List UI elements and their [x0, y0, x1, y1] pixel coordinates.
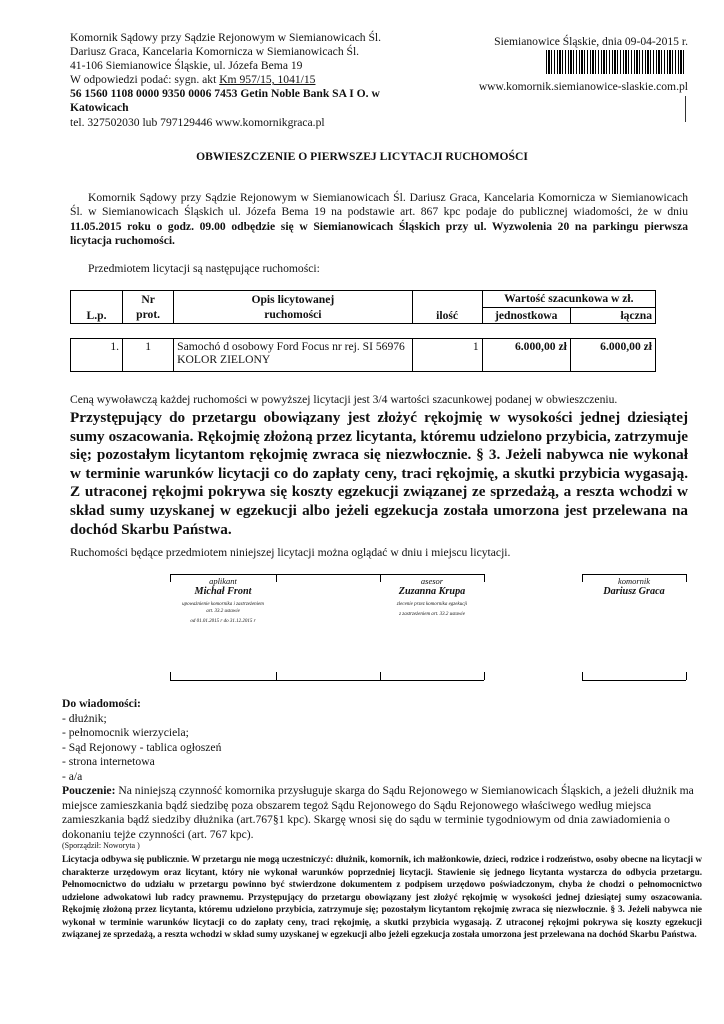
deposit-paragraph: Przystępujący do przetargu obowiązany jest złożyć rękojmię w wysokości jednej dziesiątej sumy oszacowania. Rękojmię złożoną przez licytanta, któremu udzielono przybicia, zatrzymuje się; pozostałym licytantom rękojmię zwraca się niezwłocznie. § 3. Jeżeli nabywca nie wykonał w terminie warunków licytacji co do zapłaty ceny, traci rękojmię, a skutki przybicia wygasają. Z utraconej rękojmi pokrywa się koszty egzekucji związanej ze sprzedażą, a reszta wchodzi w skład sumy uzyskanej w egzekucji albo jeżeli egzekucja została umorzona jest przelewana na dochód Skarbu Państwa. — [70, 409, 688, 538]
col-total: łączna — [570, 307, 655, 324]
col-desc-2: ruchomości — [264, 308, 322, 321]
subject-line: Przedmiotem licytacji są następujące ruchomości: — [88, 262, 320, 275]
col-value: Wartość szacunkowa w zł. — [482, 291, 655, 308]
sender-line-2: Dariusz Graca, Kancelaria Komornicza w Siemianowicach Śl. — [70, 45, 360, 59]
bank-city-line: Katowicach — [70, 101, 129, 115]
row-unit-value: 6.000,00 zł — [482, 339, 570, 372]
assessor-signature — [380, 574, 484, 682]
barcode-image — [546, 50, 686, 74]
instruction-paragraph — [62, 784, 702, 842]
list-item: - pełnomocnik wierzyciela; — [62, 726, 189, 740]
col-unit: jednostkowa — [482, 307, 570, 324]
table-row — [71, 339, 656, 372]
place-date: Siemianowice Śląskie, dnia 09-04-2015 r. — [494, 35, 688, 48]
applicant-note-1: upoważnienie komornika i zastrzeżeniem — [182, 602, 264, 607]
applicant-name: Michał Front — [194, 586, 252, 597]
inspection-note: Ruchomości będące przedmiotem niniejszej licytacji można oglądać w dniu i miejscu licytacji. — [70, 546, 511, 559]
applicant-label: aplikant — [209, 576, 237, 586]
col-lp: L.p. — [71, 291, 123, 324]
distribution-heading: Do wiadomości: — [62, 697, 141, 710]
instruction-label: Pouczenie: — [62, 784, 116, 797]
list-item: - dłużnik; — [62, 711, 107, 725]
items-table-body — [70, 338, 656, 372]
row-lp: 1. — [71, 339, 123, 372]
row-desc: Samochó d osobowy Ford Focus nr rej. SI 56976 KOLOR ZIELONY — [174, 339, 412, 372]
col-nr-prot — [123, 291, 174, 324]
list-item: - strona internetowa — [62, 755, 155, 769]
bailiff-name: Dariusz Graca — [603, 586, 665, 597]
signature-area — [170, 574, 690, 682]
case-numbers: Km 957/15, 1041/15 — [219, 73, 316, 87]
sender-block — [70, 31, 460, 130]
applicant-note-3: od 01.01.2015 r do 31.12.2015 r — [190, 619, 256, 624]
col-desc — [174, 291, 412, 324]
prepared-by: (Sporządził: Noworyta ) — [62, 841, 140, 850]
website-text: www.komornik.siemianowice-slaskie.com.pl — [478, 80, 688, 93]
assessor-note-1: zlecenie przez komornika egzekucji — [396, 602, 468, 607]
instruction-text: Na niniejszą czynność komornika przysługuje skarga do Sądu Rejonowego w Siemianowicach Śląskich, a jeżeli dłużnik ma miejsce zamieszkania bądź siedzibę poza obszarem tegoż Sądu Rejonowego do Sądu Rejonowego właściwego według miejsca zamieszkania bądź siedziby dłużnika (art.767§1 kpc). Skargę wnosi się do sądu w terminie tygodniowym od dnia zawiadomienia o dokonaniu tejże czynności (art. 767 kpc). — [62, 784, 694, 841]
price-note: Ceną wywoławczą każdej ruchomości w powyższej licytacji jest 3/4 wartości szacunkowej podanej w obwieszczeniu. — [70, 393, 618, 406]
assessor-name: Zuzanna Krupa — [398, 586, 466, 597]
bailiff-signature — [582, 574, 686, 682]
col-prot: prot. — [136, 308, 161, 321]
applicant-signature — [170, 574, 276, 682]
row-total-value: 6.000,00 zł — [570, 339, 655, 372]
case-reference — [70, 73, 460, 87]
applicant-note-2: art. 33.2 ustawie — [206, 609, 240, 614]
list-item: - Sąd Rejonowy - tablica ogłoszeń — [62, 740, 222, 754]
items-table-header — [70, 290, 656, 324]
assessor-note-2: z zastrzeżeniem art. 33.2 ustawie — [399, 612, 465, 617]
bank-account-line: 56 1560 1108 0000 9350 0006 7453 Getin Noble Bank SA I O. w — [70, 87, 380, 101]
margin-marks — [685, 96, 687, 122]
intro-bold-text: 11.05.2015 roku o godz. 09.00 odbędzie się w Siemianowicach Śląskich przy ul. Wyzwolenia 20 na parkingu pierwsza licytacja ruchomości. — [70, 219, 688, 248]
document-title: OBWIESZCZENIE O PIERWSZEJ LICYTACJI RUCHOMOŚCI — [196, 150, 528, 163]
auction-rules: Licytacja odbywa się publicznie. W przetargu nie mogą uczestniczyć: dłużnik, komornik, ich małżonkowie, dzieci, rodzice i rodzeństwo, osoby obecne na licytacji w charakterze urzędowym oraz licytant, który nie wykonał warunków poprzedniej licytacji. Stawienie się jednego licytanta wystarcza do odbycia przetargu. Pełnomocnictwo do udziału w przetargu powinno być stwierdzone dokumentem z podpisem urzędowo poświadczonym, chyba że chodzi o pełnomocnictwo udzielone adwokatowi lub radcy prawnemu. Przystępujący do przetargu obowiązany jest złożyć rękojmię w wysokości jednej dziesiątej sumy oszacowania. Rękojmię złożoną przez licytanta, któremu udzielono przybicia, zatrzymuje się; pozostałym licytantom rękojmię zwraca się niezwłocznie. § 3. Jeżeli nabywca nie wykonał w terminie warunków licytacji co do zapłaty ceny, traci rękojmię, a skutki przybicia wygasają. Z utraconej rękojmi pokrywa się koszty egzekucji związanej ze sprzedażą, a reszta wchodzi w skład sumy uzyskanej w egzekucji albo jeżeli egzekucja została umorzona jest przelewana na dochód Skarbu Państwa. — [62, 854, 702, 939]
col-nr: Nr — [141, 293, 155, 306]
distribution-list — [62, 697, 702, 785]
col-qty: ilość — [412, 291, 482, 324]
reply-prefix: W odpowiedzi podać: sygn. akt — [70, 73, 220, 87]
bailiff-label: komornik — [617, 576, 651, 586]
phone-line: tel. 327502030 lub 797129446 www.komornikgraca.pl — [70, 115, 325, 129]
list-item: - a/a — [62, 769, 83, 783]
col-desc-1: Opis licytowanej — [251, 293, 335, 306]
row-nr: 1 — [123, 339, 174, 372]
sender-line-1: Komornik Sądowy przy Sądzie Rejonowym w Siemianowicach Śl. — [70, 31, 382, 44]
intro-text: Komornik Sądowy przy Sądzie Rejonowym w Siemianowicach Śl. Dariusz Graca, Kancelaria Komornicza w Siemianowicach Śl. w Siemianowicach Śląskich ul. Józefa Bema 19 na podstawie art. 867 kpc podaje do publicznej wiadomości, że w dniu — [70, 191, 688, 219]
row-qty: 1 — [412, 339, 482, 372]
assessor-label: asesor — [420, 576, 444, 586]
sender-line-3: 41-106 Siemianowice Śląskie, ul. Józefa Bema 19 — [70, 59, 303, 73]
intro-paragraph — [70, 191, 688, 249]
